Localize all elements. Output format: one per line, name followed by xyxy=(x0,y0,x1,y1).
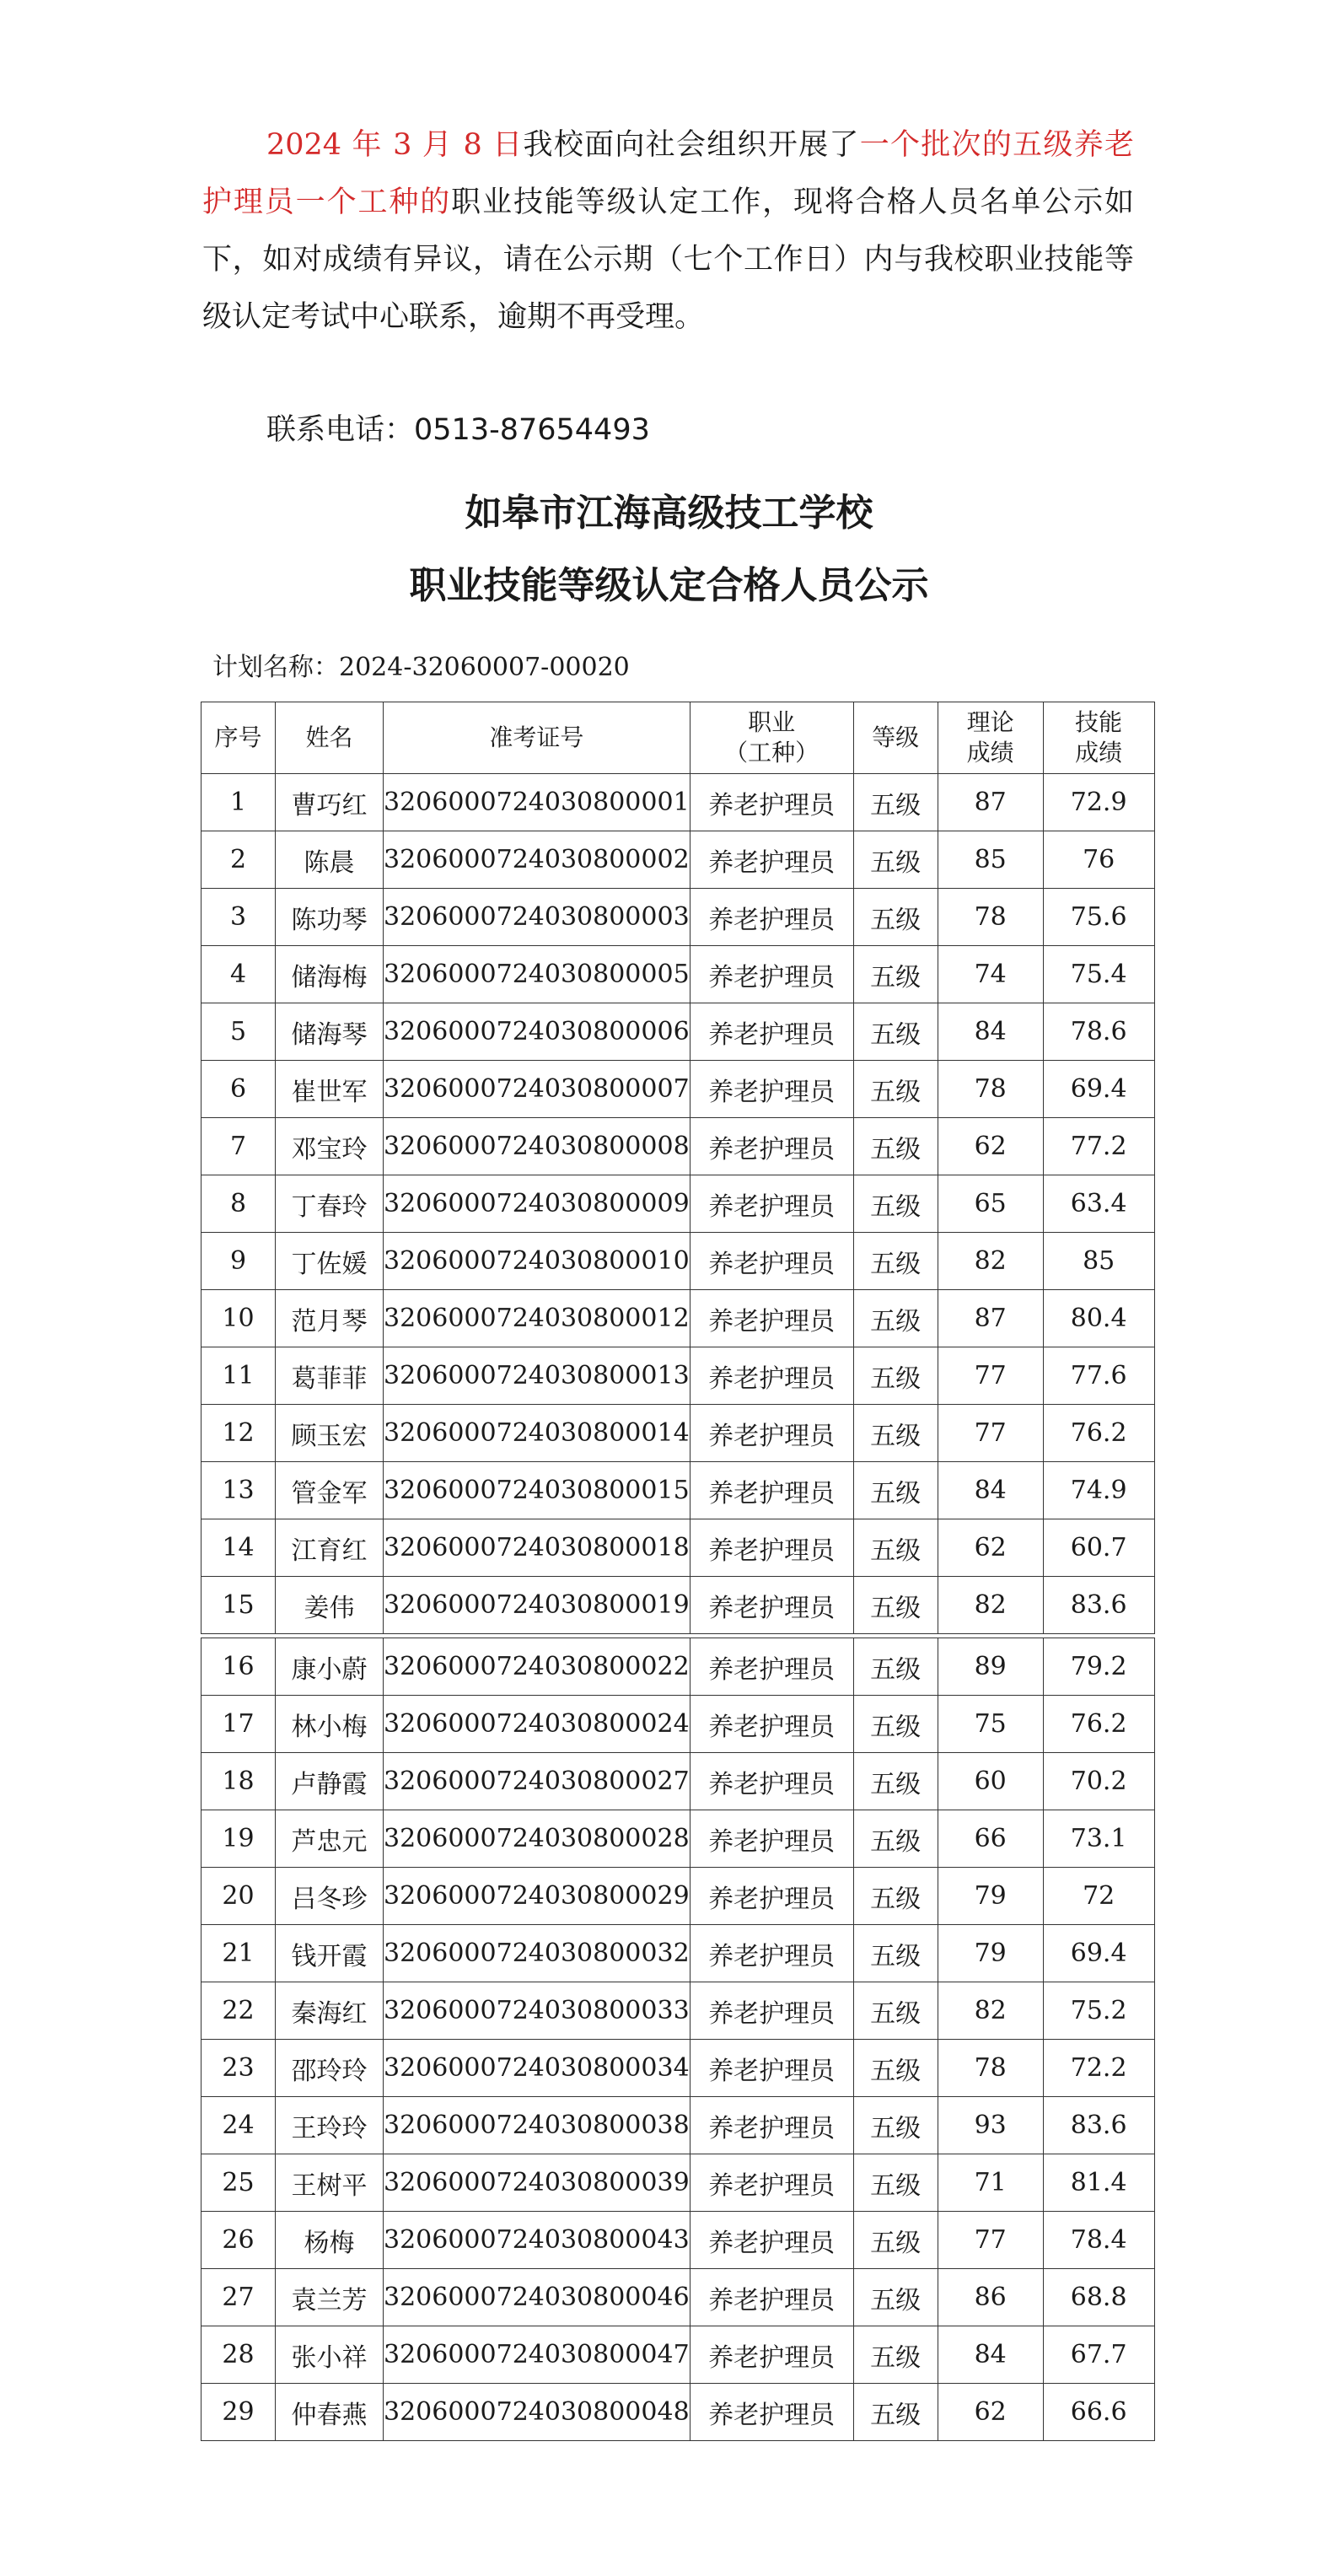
header-seq: 序号 xyxy=(202,702,276,774)
exam-id-cell: 3206000724030800012 xyxy=(384,1290,690,1347)
name-cell: 仲春燕 xyxy=(276,2384,384,2441)
level-cell: 五级 xyxy=(853,1347,938,1405)
header-theory-line2: 成绩 xyxy=(966,739,1014,766)
level-cell: 五级 xyxy=(853,2212,938,2269)
header-job-line1: 职业 xyxy=(748,708,796,736)
skill-score-cell: 73.1 xyxy=(1043,1810,1154,1868)
header-skill-line1: 技能 xyxy=(1075,708,1123,736)
level-cell: 五级 xyxy=(853,2097,938,2154)
skill-score-cell: 74.9 xyxy=(1043,1462,1154,1519)
theory-score-cell: 77 xyxy=(938,2212,1043,2269)
job-cell: 养老护理员 xyxy=(690,1810,853,1868)
theory-score-cell: 78 xyxy=(938,2040,1043,2097)
results-table-part-1 xyxy=(201,702,1155,1634)
table-row xyxy=(202,946,1155,1003)
seq-cell: 9 xyxy=(202,1233,276,1290)
job-cell: 养老护理员 xyxy=(690,1003,853,1061)
table-row xyxy=(202,1061,1155,1118)
announcement-title: 职业技能等级认定合格人员公示 xyxy=(409,564,929,607)
job-cell: 养老护理员 xyxy=(690,831,853,889)
results-table-part-2 xyxy=(201,1638,1155,2441)
name-cell: 储海梅 xyxy=(276,946,384,1003)
seq-cell: 8 xyxy=(202,1175,276,1233)
table-row xyxy=(202,1347,1155,1405)
table-row xyxy=(202,1519,1155,1577)
seq-cell: 29 xyxy=(202,2384,276,2441)
level-cell: 五级 xyxy=(853,1638,938,1696)
name-cell: 丁佐媛 xyxy=(276,1233,384,1290)
skill-score-cell: 69.4 xyxy=(1043,1925,1154,1982)
name-cell: 姜伟 xyxy=(276,1577,384,1634)
skill-score-cell: 63.4 xyxy=(1043,1175,1154,1233)
exam-id-cell: 3206000724030800003 xyxy=(384,889,690,946)
level-cell: 五级 xyxy=(853,1061,938,1118)
exam-id-cell: 3206000724030800029 xyxy=(384,1868,690,1925)
seq-cell: 27 xyxy=(202,2269,276,2326)
theory-score-cell: 62 xyxy=(938,1118,1043,1175)
seq-cell: 2 xyxy=(202,831,276,889)
contact-phone: 0513-87654493 xyxy=(414,413,650,447)
theory-score-cell: 82 xyxy=(938,1577,1043,1634)
skill-score-cell: 75.4 xyxy=(1043,946,1154,1003)
table-row xyxy=(202,1405,1155,1462)
name-cell: 吕冬珍 xyxy=(276,1868,384,1925)
notice-date: 2024 年 3 月 8 日 xyxy=(266,128,524,162)
exam-id-cell: 3206000724030800038 xyxy=(384,2097,690,2154)
theory-score-cell: 93 xyxy=(938,2097,1043,2154)
level-cell: 五级 xyxy=(853,2384,938,2441)
theory-score-cell: 71 xyxy=(938,2154,1043,2212)
job-cell: 养老护理员 xyxy=(690,2040,853,2097)
skill-score-cell: 79.2 xyxy=(1043,1638,1154,1696)
theory-score-cell: 87 xyxy=(938,1290,1043,1347)
job-cell: 养老护理员 xyxy=(690,1462,853,1519)
level-cell: 五级 xyxy=(853,1290,938,1347)
exam-id-cell: 3206000724030800048 xyxy=(384,2384,690,2441)
exam-id-cell: 3206000724030800034 xyxy=(384,2040,690,2097)
theory-score-cell: 84 xyxy=(938,1003,1043,1061)
seq-cell: 18 xyxy=(202,1753,276,1810)
plan-name: 计划名称：2024-32060007-00020 xyxy=(212,653,630,682)
level-cell: 五级 xyxy=(853,831,938,889)
theory-score-cell: 78 xyxy=(938,889,1043,946)
job-cell: 养老护理员 xyxy=(690,1061,853,1118)
job-cell: 养老护理员 xyxy=(690,1868,853,1925)
level-cell: 五级 xyxy=(853,2040,938,2097)
job-cell: 养老护理员 xyxy=(690,1519,853,1577)
level-cell: 五级 xyxy=(853,1405,938,1462)
level-cell: 五级 xyxy=(853,1753,938,1810)
seq-cell: 6 xyxy=(202,1061,276,1118)
table-row xyxy=(202,1118,1155,1175)
exam-id-cell: 3206000724030800010 xyxy=(384,1233,690,1290)
table-row xyxy=(202,774,1155,831)
header-theory xyxy=(938,702,1043,774)
seq-cell: 26 xyxy=(202,2212,276,2269)
skill-score-cell: 66.6 xyxy=(1043,2384,1154,2441)
seq-cell: 24 xyxy=(202,2097,276,2154)
name-cell: 陈功琴 xyxy=(276,889,384,946)
table-row xyxy=(202,1810,1155,1868)
skill-score-cell: 72 xyxy=(1043,1868,1154,1925)
table-row xyxy=(202,1233,1155,1290)
seq-cell: 19 xyxy=(202,1810,276,1868)
job-cell: 养老护理员 xyxy=(690,889,853,946)
theory-score-cell: 84 xyxy=(938,2326,1043,2384)
seq-cell: 7 xyxy=(202,1118,276,1175)
level-cell: 五级 xyxy=(853,1175,938,1233)
table-row xyxy=(202,1003,1155,1061)
table-row xyxy=(202,1868,1155,1925)
theory-score-cell: 74 xyxy=(938,946,1043,1003)
skill-score-cell: 78.4 xyxy=(1043,2212,1154,2269)
level-cell: 五级 xyxy=(853,1925,938,1982)
name-cell: 王树平 xyxy=(276,2154,384,2212)
header-skill xyxy=(1043,702,1154,774)
skill-score-cell: 85 xyxy=(1043,1233,1154,1290)
school-title: 如皋市江海高级技工学校 xyxy=(465,492,873,535)
seq-cell: 14 xyxy=(202,1519,276,1577)
theory-score-cell: 84 xyxy=(938,1462,1043,1519)
seq-cell: 25 xyxy=(202,2154,276,2212)
exam-id-cell: 3206000724030800002 xyxy=(384,831,690,889)
exam-id-cell: 3206000724030800024 xyxy=(384,1696,690,1753)
header-skill-line2: 成绩 xyxy=(1075,739,1123,766)
table-row xyxy=(202,2384,1155,2441)
job-cell: 养老护理员 xyxy=(690,1118,853,1175)
table-row xyxy=(202,1462,1155,1519)
job-cell: 养老护理员 xyxy=(690,1982,853,2040)
seq-cell: 12 xyxy=(202,1405,276,1462)
seq-cell: 20 xyxy=(202,1868,276,1925)
job-cell: 养老护理员 xyxy=(690,1638,853,1696)
level-cell: 五级 xyxy=(853,1519,938,1577)
seq-cell: 5 xyxy=(202,1003,276,1061)
notice-text-1: 我校面向社会组织开展了 xyxy=(523,128,860,162)
name-cell: 崔世军 xyxy=(276,1061,384,1118)
skill-score-cell: 72.9 xyxy=(1043,774,1154,831)
level-cell: 五级 xyxy=(853,1118,938,1175)
header-job xyxy=(690,702,853,774)
seq-cell: 1 xyxy=(202,774,276,831)
skill-score-cell: 68.8 xyxy=(1043,2269,1154,2326)
job-cell: 养老护理员 xyxy=(690,1290,853,1347)
theory-score-cell: 78 xyxy=(938,1061,1043,1118)
exam-id-cell: 3206000724030800008 xyxy=(384,1118,690,1175)
exam-id-cell: 3206000724030800022 xyxy=(384,1638,690,1696)
header-job-line2: （工种） xyxy=(724,739,819,766)
seq-cell: 15 xyxy=(202,1577,276,1634)
name-cell: 葛菲菲 xyxy=(276,1347,384,1405)
table-row xyxy=(202,1982,1155,2040)
table-row xyxy=(202,2269,1155,2326)
level-cell: 五级 xyxy=(853,2326,938,2384)
name-cell: 邵玲玲 xyxy=(276,2040,384,2097)
exam-id-cell: 3206000724030800001 xyxy=(384,774,690,831)
job-cell: 养老护理员 xyxy=(690,774,853,831)
exam-id-cell: 3206000724030800032 xyxy=(384,1925,690,1982)
seq-cell: 21 xyxy=(202,1925,276,1982)
job-cell: 养老护理员 xyxy=(690,2212,853,2269)
skill-score-cell: 72.2 xyxy=(1043,2040,1154,2097)
seq-cell: 17 xyxy=(202,1696,276,1753)
theory-score-cell: 85 xyxy=(938,831,1043,889)
header-name: 姓名 xyxy=(276,702,384,774)
seq-cell: 13 xyxy=(202,1462,276,1519)
skill-score-cell: 76.2 xyxy=(1043,1405,1154,1462)
header-theory-line1: 理论 xyxy=(966,708,1014,736)
name-cell: 袁兰芳 xyxy=(276,2269,384,2326)
header-level: 等级 xyxy=(853,702,938,774)
name-cell: 卢静霞 xyxy=(276,1753,384,1810)
table-row xyxy=(202,1577,1155,1634)
contact-label: 联系电话： xyxy=(266,413,415,447)
job-cell: 养老护理员 xyxy=(690,946,853,1003)
table-row xyxy=(202,2154,1155,2212)
theory-score-cell: 77 xyxy=(938,1347,1043,1405)
notice-paragraph xyxy=(202,116,1134,346)
skill-score-cell: 69.4 xyxy=(1043,1061,1154,1118)
seq-cell: 10 xyxy=(202,1290,276,1347)
theory-score-cell: 75 xyxy=(938,1696,1043,1753)
exam-id-cell: 3206000724030800027 xyxy=(384,1753,690,1810)
exam-id-cell: 3206000724030800009 xyxy=(384,1175,690,1233)
skill-score-cell: 83.6 xyxy=(1043,1577,1154,1634)
exam-id-cell: 3206000724030800015 xyxy=(384,1462,690,1519)
exam-id-cell: 3206000724030800006 xyxy=(384,1003,690,1061)
job-cell: 养老护理员 xyxy=(690,1175,853,1233)
exam-id-cell: 3206000724030800039 xyxy=(384,2154,690,2212)
table-row xyxy=(202,1175,1155,1233)
header-exam-id: 准考证号 xyxy=(384,702,690,774)
table-row xyxy=(202,2040,1155,2097)
level-cell: 五级 xyxy=(853,1810,938,1868)
table-row xyxy=(202,831,1155,889)
job-cell: 养老护理员 xyxy=(690,1347,853,1405)
exam-id-cell: 3206000724030800028 xyxy=(384,1810,690,1868)
seq-cell: 11 xyxy=(202,1347,276,1405)
job-cell: 养老护理员 xyxy=(690,1753,853,1810)
seq-cell: 3 xyxy=(202,889,276,946)
skill-score-cell: 81.4 xyxy=(1043,2154,1154,2212)
seq-cell: 28 xyxy=(202,2326,276,2384)
theory-score-cell: 65 xyxy=(938,1175,1043,1233)
table-row xyxy=(202,889,1155,946)
notice-highlight: 一个批次的五级养老护理员一个工种的 xyxy=(202,128,1134,219)
name-cell: 陈晨 xyxy=(276,831,384,889)
seq-cell: 23 xyxy=(202,2040,276,2097)
name-cell: 曹巧红 xyxy=(276,774,384,831)
level-cell: 五级 xyxy=(853,1696,938,1753)
skill-score-cell: 60.7 xyxy=(1043,1519,1154,1577)
theory-score-cell: 60 xyxy=(938,1753,1043,1810)
exam-id-cell: 3206000724030800047 xyxy=(384,2326,690,2384)
name-cell: 钱开霞 xyxy=(276,1925,384,1982)
table-row xyxy=(202,1638,1155,1696)
level-cell: 五级 xyxy=(853,1868,938,1925)
name-cell: 储海琴 xyxy=(276,1003,384,1061)
skill-score-cell: 76 xyxy=(1043,831,1154,889)
name-cell: 林小梅 xyxy=(276,1696,384,1753)
skill-score-cell: 77.2 xyxy=(1043,1118,1154,1175)
table-row xyxy=(202,2097,1155,2154)
theory-score-cell: 82 xyxy=(938,1982,1043,2040)
name-cell: 顾玉宏 xyxy=(276,1405,384,1462)
name-cell: 康小蔚 xyxy=(276,1638,384,1696)
theory-score-cell: 87 xyxy=(938,774,1043,831)
level-cell: 五级 xyxy=(853,1003,938,1061)
exam-id-cell: 3206000724030800013 xyxy=(384,1347,690,1405)
table-row xyxy=(202,2326,1155,2384)
theory-score-cell: 62 xyxy=(938,2384,1043,2441)
skill-score-cell: 76.2 xyxy=(1043,1696,1154,1753)
theory-score-cell: 82 xyxy=(938,1233,1043,1290)
skill-score-cell: 78.6 xyxy=(1043,1003,1154,1061)
level-cell: 五级 xyxy=(853,2154,938,2212)
name-cell: 杨梅 xyxy=(276,2212,384,2269)
name-cell: 芦忠元 xyxy=(276,1810,384,1868)
theory-score-cell: 77 xyxy=(938,1405,1043,1462)
exam-id-cell: 3206000724030800007 xyxy=(384,1061,690,1118)
job-cell: 养老护理员 xyxy=(690,1925,853,1982)
name-cell: 丁春玲 xyxy=(276,1175,384,1233)
theory-score-cell: 79 xyxy=(938,1925,1043,1982)
theory-score-cell: 86 xyxy=(938,2269,1043,2326)
table-row xyxy=(202,1925,1155,1982)
name-cell: 江育红 xyxy=(276,1519,384,1577)
job-cell: 养老护理员 xyxy=(690,2097,853,2154)
level-cell: 五级 xyxy=(853,1233,938,1290)
skill-score-cell: 67.7 xyxy=(1043,2326,1154,2384)
job-cell: 养老护理员 xyxy=(690,1696,853,1753)
level-cell: 五级 xyxy=(853,889,938,946)
contact-line xyxy=(266,411,650,449)
theory-score-cell: 62 xyxy=(938,1519,1043,1577)
exam-id-cell: 3206000724030800043 xyxy=(384,2212,690,2269)
level-cell: 五级 xyxy=(853,946,938,1003)
exam-id-cell: 3206000724030800018 xyxy=(384,1519,690,1577)
skill-score-cell: 77.6 xyxy=(1043,1347,1154,1405)
level-cell: 五级 xyxy=(853,774,938,831)
job-cell: 养老护理员 xyxy=(690,2154,853,2212)
seq-cell: 16 xyxy=(202,1638,276,1696)
theory-score-cell: 79 xyxy=(938,1868,1043,1925)
name-cell: 张小祥 xyxy=(276,2326,384,2384)
level-cell: 五级 xyxy=(853,1462,938,1519)
table-row xyxy=(202,1696,1155,1753)
seq-cell: 22 xyxy=(202,1982,276,2040)
table-row xyxy=(202,1290,1155,1347)
name-cell: 王玲玲 xyxy=(276,2097,384,2154)
exam-id-cell: 3206000724030800019 xyxy=(384,1577,690,1634)
table-row xyxy=(202,2212,1155,2269)
table-row xyxy=(202,1753,1155,1810)
job-cell: 养老护理员 xyxy=(690,2384,853,2441)
job-cell: 养老护理员 xyxy=(690,2269,853,2326)
skill-score-cell: 75.6 xyxy=(1043,889,1154,946)
table-header xyxy=(202,702,1155,774)
name-cell: 范月琴 xyxy=(276,1290,384,1347)
exam-id-cell: 3206000724030800005 xyxy=(384,946,690,1003)
skill-score-cell: 80.4 xyxy=(1043,1290,1154,1347)
job-cell: 养老护理员 xyxy=(690,1577,853,1634)
name-cell: 邓宝玲 xyxy=(276,1118,384,1175)
exam-id-cell: 3206000724030800014 xyxy=(384,1405,690,1462)
level-cell: 五级 xyxy=(853,1577,938,1634)
theory-score-cell: 89 xyxy=(938,1638,1043,1696)
seq-cell: 4 xyxy=(202,946,276,1003)
name-cell: 秦海红 xyxy=(276,1982,384,2040)
exam-id-cell: 3206000724030800046 xyxy=(384,2269,690,2326)
skill-score-cell: 75.2 xyxy=(1043,1982,1154,2040)
job-cell: 养老护理员 xyxy=(690,2326,853,2384)
notice-text-2: 职业技能等级认定工作，现将合格人员名单公示如下，如对成绩有异议，请在公示期（七个工作日）内与我校职业技能等级认定考试中心联系，逾期不再受理。 xyxy=(202,186,1134,334)
skill-score-cell: 70.2 xyxy=(1043,1753,1154,1810)
exam-id-cell: 3206000724030800033 xyxy=(384,1982,690,2040)
theory-score-cell: 66 xyxy=(938,1810,1043,1868)
job-cell: 养老护理员 xyxy=(690,1405,853,1462)
skill-score-cell: 83.6 xyxy=(1043,2097,1154,2154)
job-cell: 养老护理员 xyxy=(690,1233,853,1290)
name-cell: 管金军 xyxy=(276,1462,384,1519)
level-cell: 五级 xyxy=(853,1982,938,2040)
level-cell: 五级 xyxy=(853,2269,938,2326)
